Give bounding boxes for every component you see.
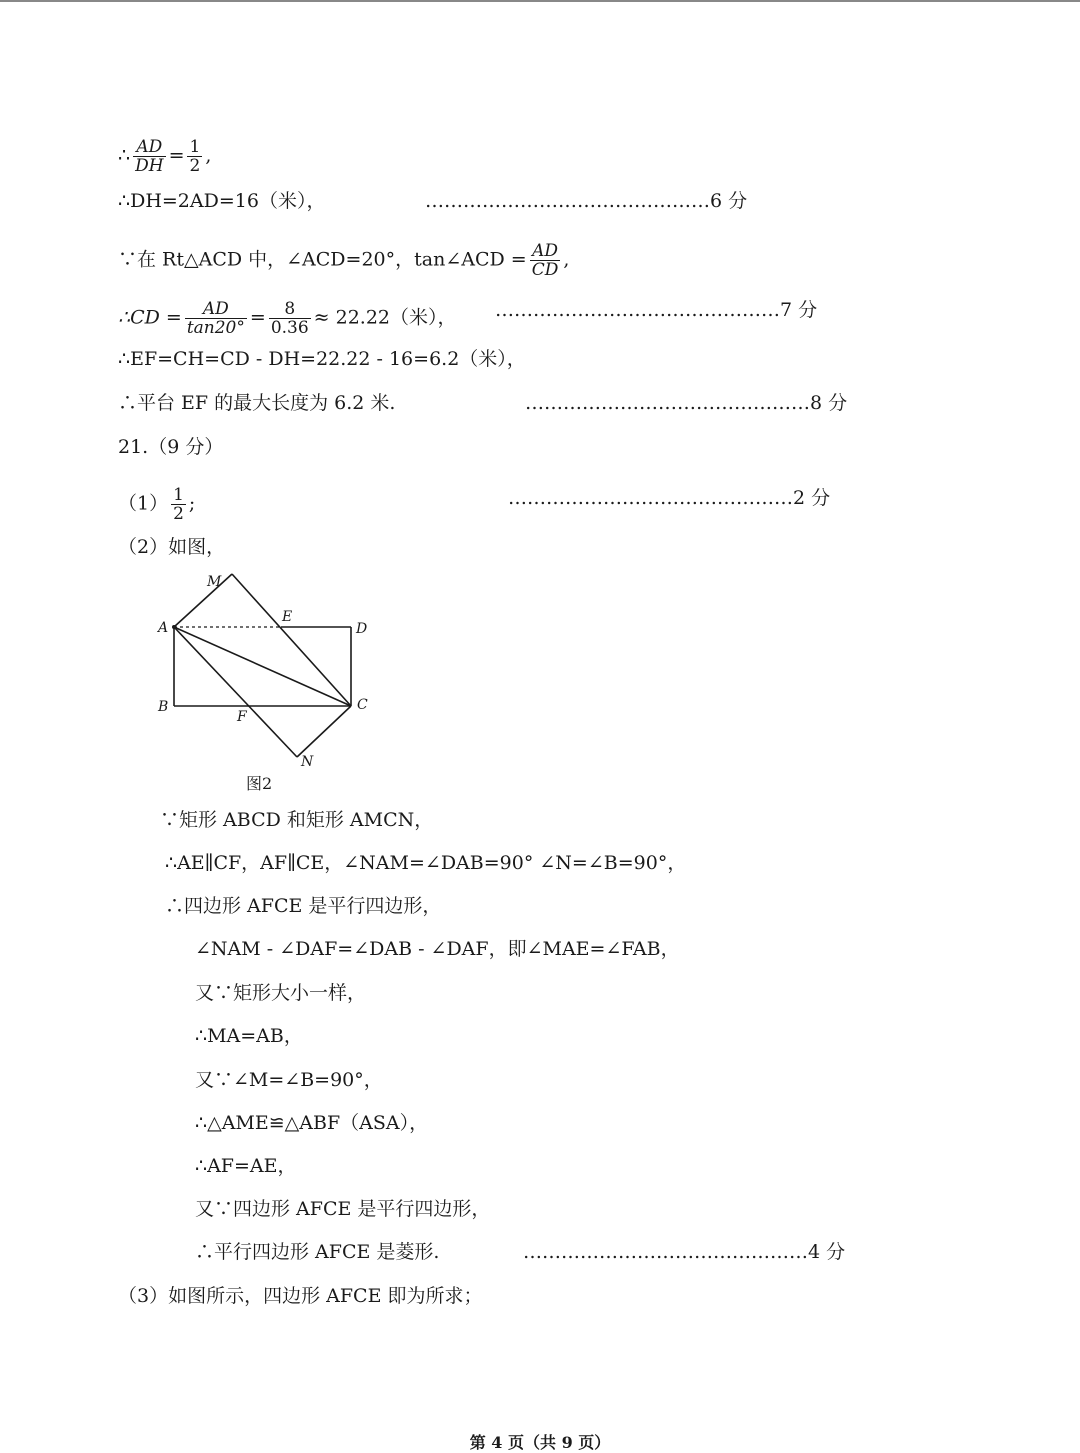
label-n: N	[301, 754, 314, 770]
proof-line-5: 又∵矩形大小一样，	[195, 982, 367, 1004]
page-footer: 第 4 页（共 9 页）	[469, 1433, 611, 1452]
proof-line-2: ∴AE∥CF，AF∥CE，∠NAM=∠DAB=90° ∠N=∠B=90°，	[165, 852, 687, 874]
line-ef-max: ∴平台 EF 的最大长度为 6.2 米.	[118, 392, 396, 414]
label-a: A	[158, 620, 169, 636]
fraction-ad-tan20: $\frac{AD}{\tan 20^\circ}$	[186, 299, 245, 338]
label-f: F	[237, 709, 247, 725]
score-6: ………………………………………6 分	[425, 190, 748, 212]
segment-mc	[232, 574, 351, 706]
proof-line-11: ∴平行四边形 AFCE 是菱形.	[195, 1241, 440, 1263]
fraction-8-over-036: $\frac{8}{0.36}$	[270, 299, 309, 338]
proof-line-8: ∴△AME≌△ABF（ASA），	[195, 1112, 429, 1134]
fraction-one-half: $\frac{1}{2}$	[189, 137, 201, 176]
line-ad-over-dh: ∴ $\frac{AD}{DH}$ = $\frac{1}{2}$ ,	[118, 137, 212, 176]
segment-am	[174, 574, 232, 627]
label-e: E	[282, 609, 293, 625]
proof-line-4: ∠NAM - ∠DAF=∠DAB - ∠DAF，即∠MAE=∠FAB，	[195, 938, 680, 960]
segment-ac	[174, 627, 351, 706]
proof-line-10: 又∵四边形 AFCE 是平行四边形，	[195, 1198, 491, 1220]
line-cd-value: ∴CD = $\frac{AD}{\tan 20^\circ}$ = $\frac{8}{0.36}$ ≈ 22.22（米），	[118, 299, 457, 338]
line-dh-value: ∴DH=2AD=16（米），	[118, 190, 326, 212]
segment-cn	[297, 706, 351, 757]
part-1-answer: （1） $\frac{1}{2}$ ;	[118, 485, 196, 524]
figure-2-diagram	[150, 565, 390, 805]
part-3-heading: （3）如图所示，四边形 AFCE 即为所求；	[118, 1285, 483, 1307]
proof-line-7: 又∵∠M=∠B=90°，	[195, 1069, 383, 1091]
fraction-one-half-answer: $\frac{1}{2}$	[173, 485, 184, 524]
segment-na	[174, 627, 297, 757]
line-tan-acd: ∵在 Rt△ACD 中，∠ACD=20°，tan∠ACD = $\frac{AD}{CD}$ ,	[118, 241, 570, 280]
figure-caption: 图2	[246, 774, 273, 793]
proof-line-6: ∴MA=AB，	[195, 1025, 303, 1047]
proof-line-3: ∴四边形 AFCE 是平行四边形，	[165, 895, 442, 917]
proof-line-1: ∵矩形 ABCD 和矩形 AMCN，	[160, 809, 434, 831]
label-d: D	[356, 621, 368, 637]
question-21-heading: 21.（9 分）	[118, 436, 224, 458]
score-7: ………………………………………7 分	[495, 299, 818, 321]
fraction-ad-dh: $\frac{AD}{DH}$	[135, 137, 164, 176]
line-ef-value: ∴EF=CH=CD - DH=22.22 - 16=6.2（米），	[118, 348, 526, 370]
label-m: M	[207, 574, 222, 590]
label-c: C	[357, 697, 368, 713]
score-4: ………………………………………4 分	[523, 1241, 846, 1263]
proof-line-9: ∴AF=AE，	[195, 1155, 297, 1177]
top-rule	[0, 0, 1080, 2]
score-8: ………………………………………8 分	[525, 392, 848, 414]
point-a	[172, 625, 176, 629]
fraction-ad-cd: $\frac{AD}{CD}$	[531, 241, 559, 280]
therefore-symbol: ∴	[118, 144, 131, 167]
label-b: B	[158, 699, 169, 715]
score-2: ………………………………………2 分	[508, 487, 831, 509]
part-2-heading: （2）如图，	[118, 536, 226, 558]
